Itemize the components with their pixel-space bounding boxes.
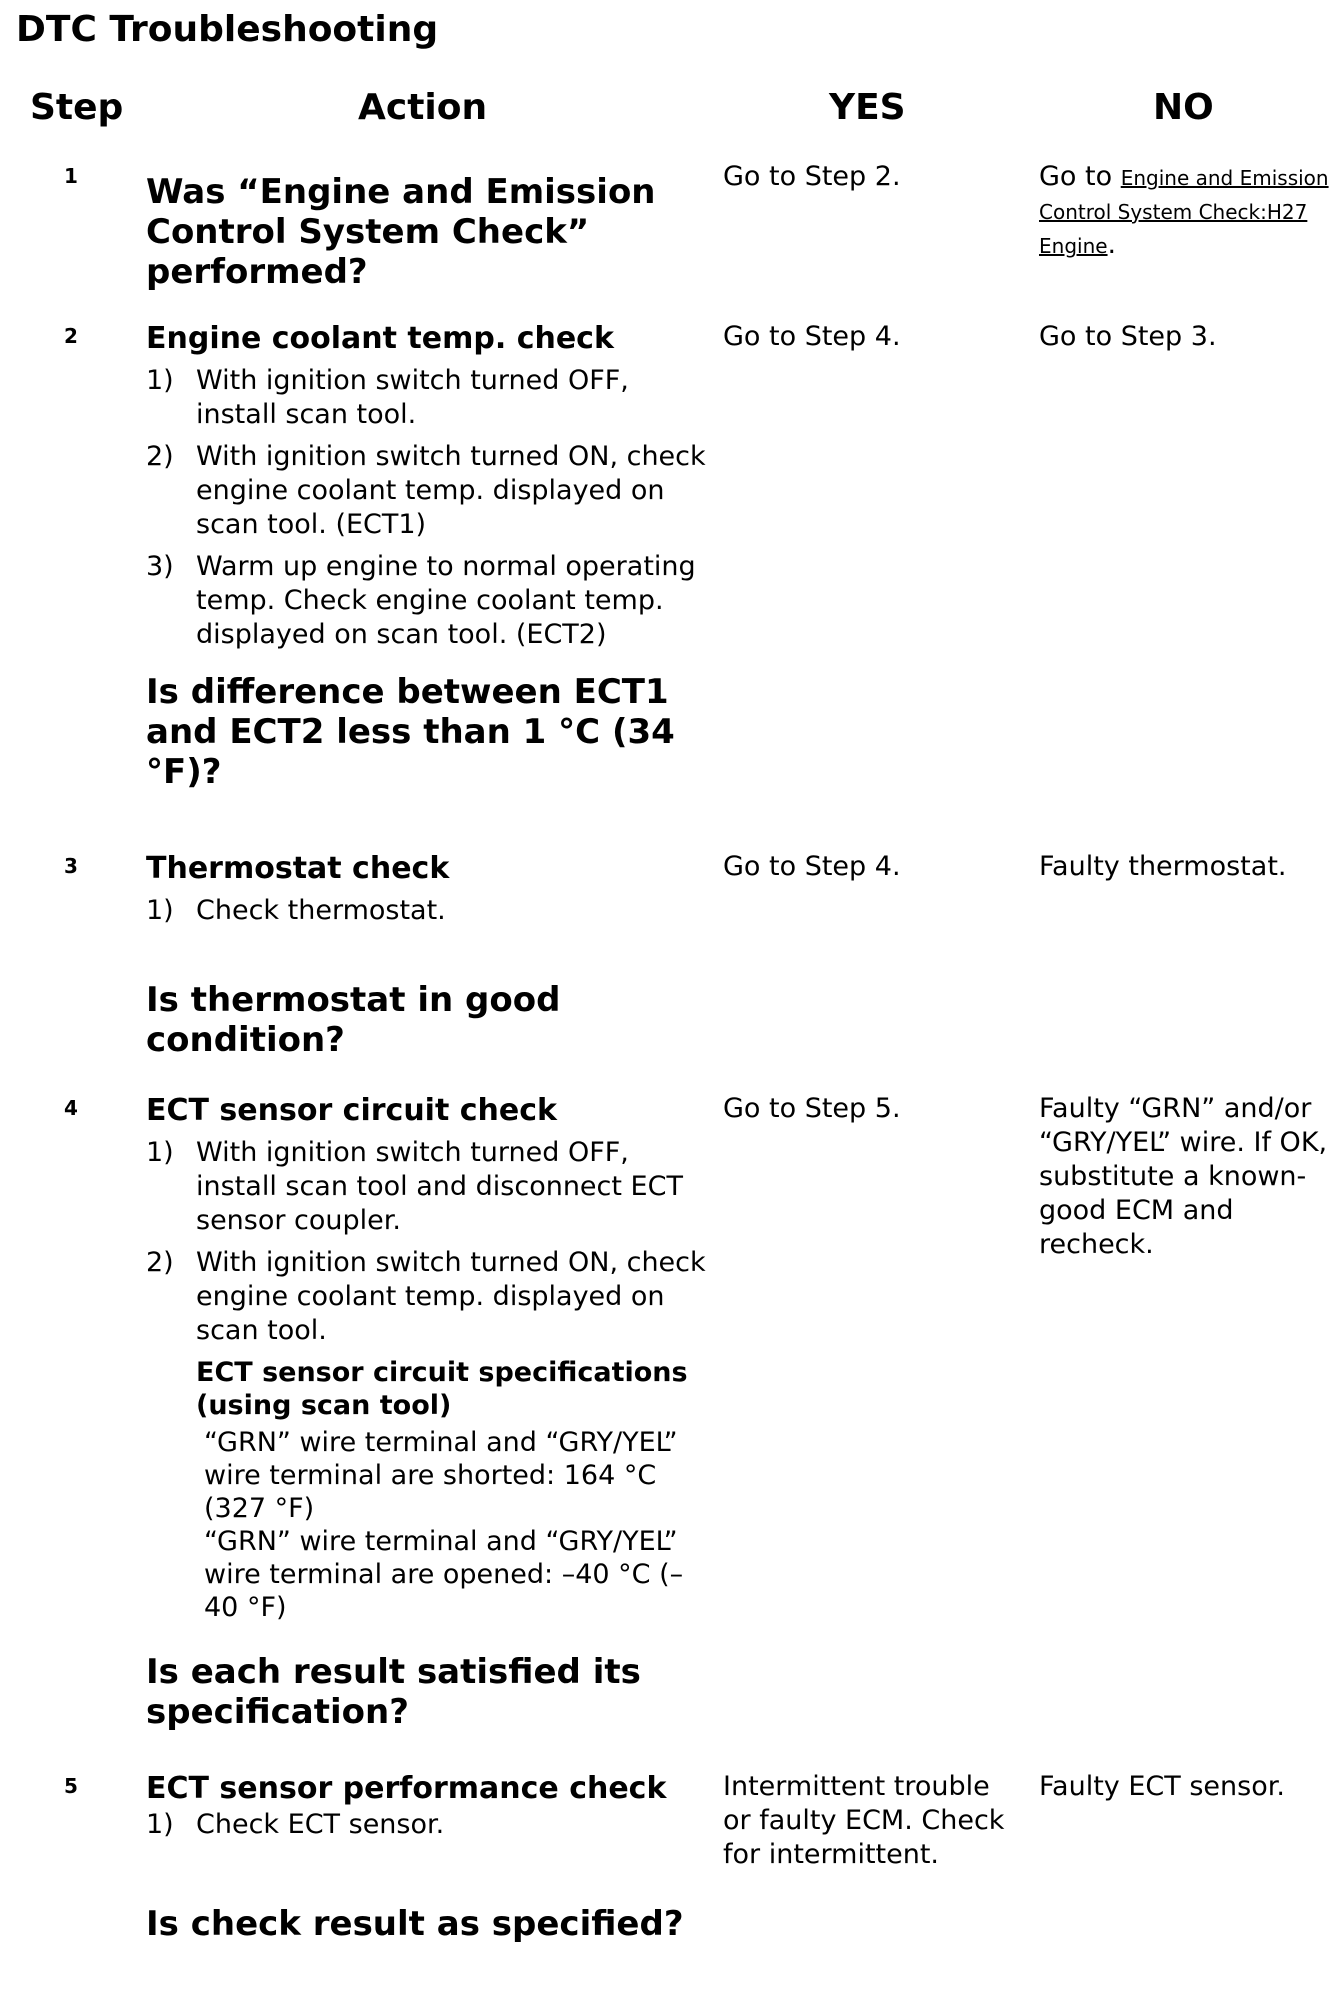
item-text: Warm up engine to normal operating temp. Check engine coolant temp. displayed on scan tool. (ECT2) [196,551,696,650]
list-item [146,364,706,432]
yes-cell: Go to Step 4. [723,321,901,352]
step-number: 5 [64,1774,78,1798]
step-number: 3 [64,854,78,878]
step-heading: Thermostat check [146,851,450,886]
list-item [146,894,706,928]
action-cell [146,850,706,1060]
step-question: Is check result as specified? [146,1904,684,1944]
no-cell: Faulty thermostat. [1039,851,1287,882]
item-text: Check thermostat. [196,895,446,926]
step-number: 4 [64,1096,78,1120]
column-header-action: Action [358,87,488,128]
step-heading: ECT sensor performance check [146,1771,667,1806]
action-cell [146,320,706,792]
instruction-list [146,1808,706,1842]
no-prefix: Go to [1039,161,1121,192]
action-cell [146,1770,706,1944]
item-number: 1) [146,895,174,926]
spec-block [196,1356,706,1624]
no-cell [1039,160,1339,262]
item-number: 1) [146,1809,174,1840]
step-heading: ECT sensor circuit check [146,1093,557,1128]
yes-cell: Go to Step 2. [723,161,901,192]
list-item [146,1808,706,1842]
no-suffix: . [1107,229,1117,260]
no-cell: Faulty “GRN” and/or “GRY/YEL” wire. If OK, substitute a known-good ECM and recheck. [1039,1093,1328,1260]
item-text: With ignition switch turned OFF, install scan tool and disconnect ECT sensor coupler. [196,1137,683,1236]
engine-check-link[interactable]: Engine and Emission Control System Check:H27 Engine [1039,166,1329,258]
action-cell [146,172,706,292]
column-header-yes: YES [829,87,906,128]
spec-title: ECT sensor circuit specifications (using scan tool) [196,1357,688,1421]
item-text: With ignition switch turned OFF, install scan tool. [196,365,629,430]
item-number: 3) [146,551,174,582]
instruction-list [146,364,706,652]
spec-line: “GRN” wire terminal and “GRY/YEL” wire terminal are shorted: 164 °C (327 °F) [204,1427,678,1524]
step-question: Is each result satisfied its specification? [146,1652,641,1732]
column-header-step: Step [30,87,124,128]
list-item [146,440,706,542]
no-cell: Go to Step 3. [1039,321,1217,352]
step-question: Was “Engine and Emission Control System Check” performed? [146,172,656,292]
list-item [146,550,706,652]
item-number: 2) [146,1247,174,1278]
yes-cell: Go to Step 4. [723,851,901,882]
item-text: With ignition switch turned ON, check engine coolant temp. displayed on scan tool. [196,1247,706,1346]
spec-line: “GRN” wire terminal and “GRY/YEL” wire terminal are opened: –40 °C (–40 °F) [204,1526,684,1623]
item-text: Check ECT sensor. [196,1809,445,1840]
list-item [146,1136,706,1238]
step-question: Is thermostat in good condition? [146,980,561,1060]
item-number: 1) [146,1137,174,1168]
item-text: With ignition switch turned ON, check engine coolant temp. displayed on scan tool. (ECT1) [196,441,706,540]
no-cell: Faulty ECT sensor. [1039,1771,1285,1802]
instruction-list [146,1136,706,1348]
yes-cell: Go to Step 5. [723,1093,901,1124]
item-number: 2) [146,441,174,472]
step-heading: Engine coolant temp. check [146,321,614,356]
action-cell [146,1092,706,1732]
step-question: Is difference between ECT1 and ECT2 less than 1 °C (34 °F)? [146,672,675,792]
yes-cell: Intermittent trouble or faulty ECM. Check for intermittent. [723,1771,1005,1870]
page-title: DTC Troubleshooting [16,9,439,50]
step-number: 2 [64,324,78,348]
step-number: 1 [64,164,78,188]
list-item [146,1246,706,1348]
item-number: 1) [146,365,174,396]
instruction-list [146,894,706,928]
column-header-no: NO [1153,87,1214,128]
